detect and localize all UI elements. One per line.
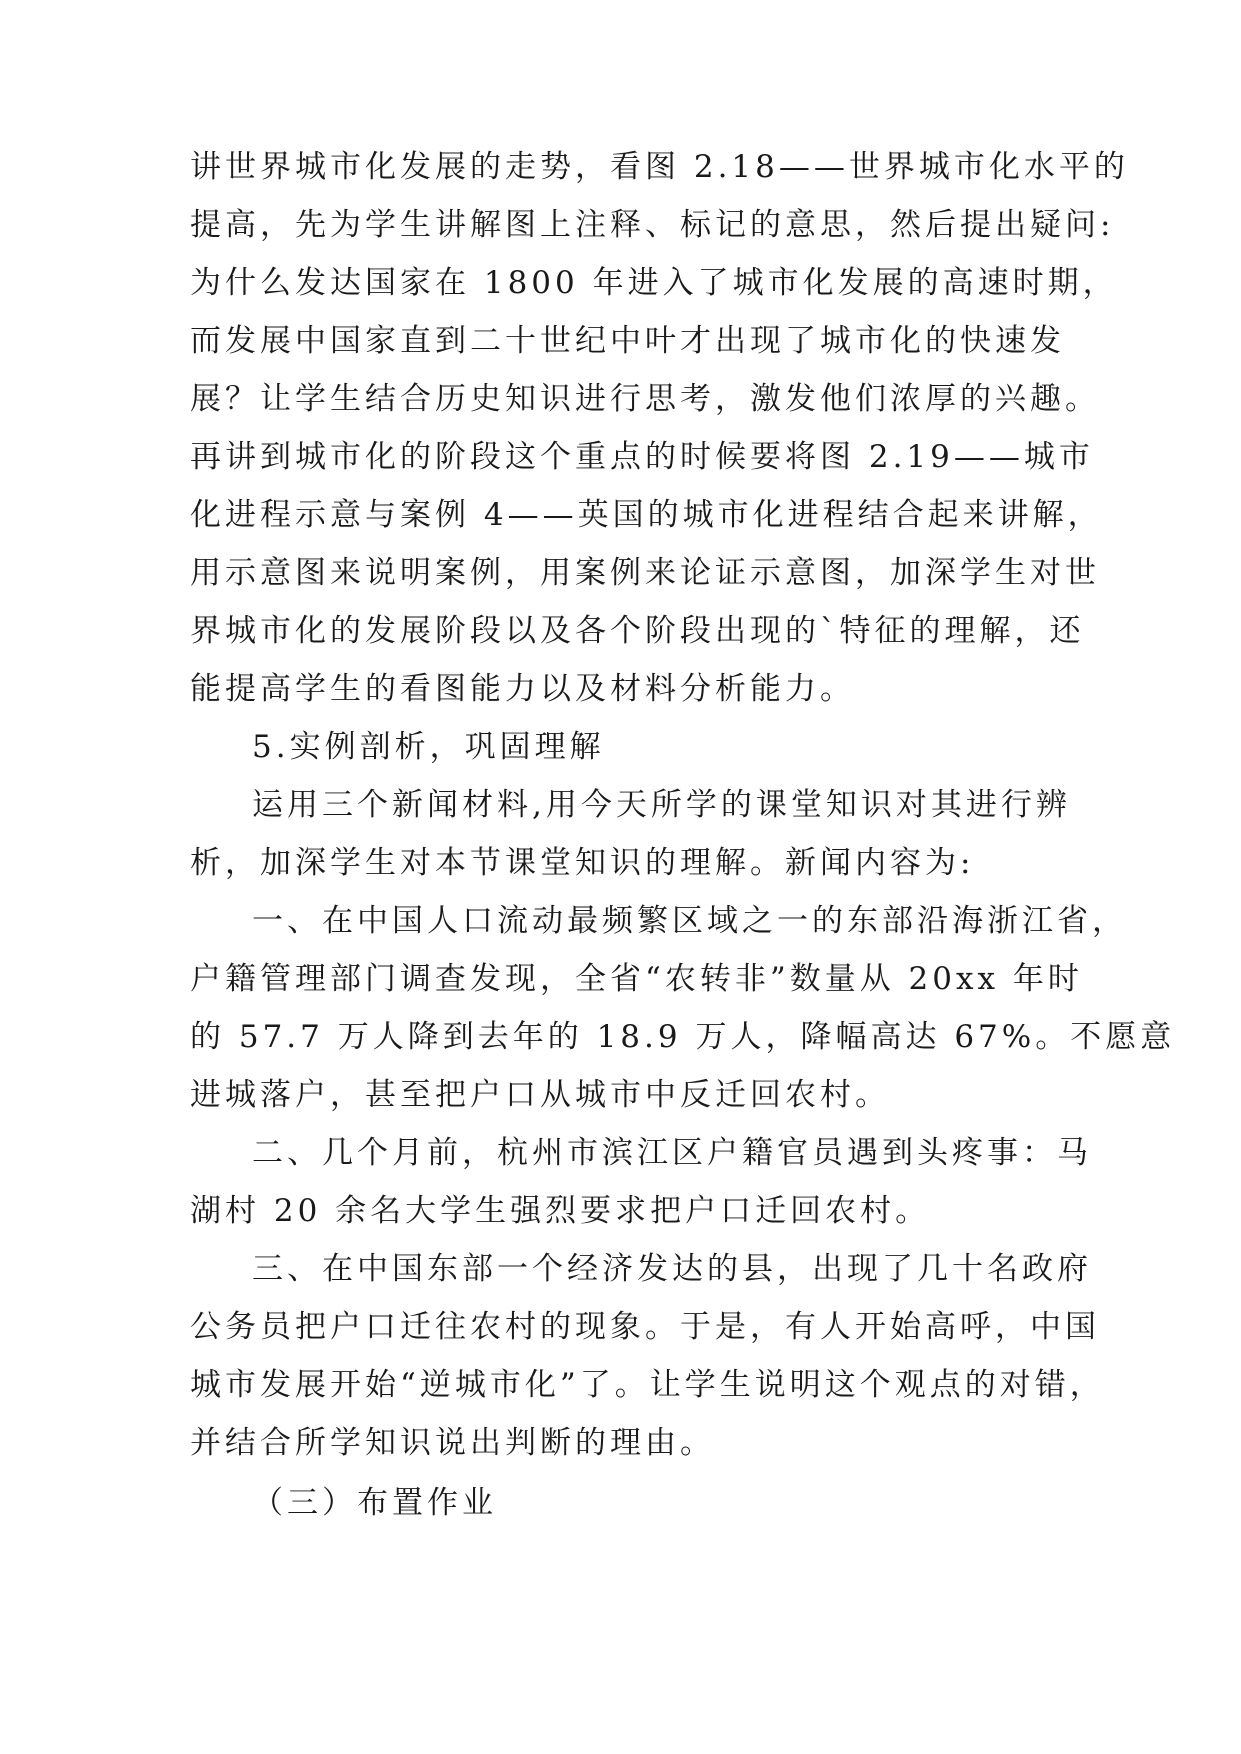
text-line: 的 57.7 万人降到去年的 18.9 万人，降幅高达 67%。不愿意 xyxy=(190,1019,1176,1055)
text-line: 三、在中国东部一个经济发达的县，出现了几十名政府 xyxy=(252,1251,1092,1287)
text-line: 用示意图来说明案例，用案例来论证示意图，加深学生对世 xyxy=(190,555,1100,591)
text-line: 讲世界城市化发展的走势，看图 2.18——世界城市化水平的 xyxy=(190,149,1129,185)
text-line: 能提高学生的看图能力以及材料分析能力。 xyxy=(190,671,855,707)
section-heading: （三）布置作业 xyxy=(252,1485,497,1521)
text-line: 而发展中国家直到二十世纪中叶才出现了城市化的快速发 xyxy=(190,323,1065,359)
text-line: 并结合所学知识说出判断的理由。 xyxy=(190,1425,715,1461)
text-line: 运用三个新闻材料,用今天所学的课堂知识对其进行辨 xyxy=(252,787,1071,823)
text-line: 再讲到城市化的阶段这个重点的时候要将图 2.19——城市 xyxy=(190,439,1094,475)
text-line: 湖村 20 余名大学生强烈要求把户口迁回农村。 xyxy=(190,1193,931,1229)
text-line: 展？让学生结合历史知识进行思考，激发他们浓厚的兴趣。 xyxy=(190,381,1100,417)
text-line: 一、在中国人口流动最频繁区域之一的东部沿海浙江省， xyxy=(252,903,1127,939)
text-line: 公务员把户口迁往农村的现象。于是，有人开始高呼，中国 xyxy=(190,1309,1100,1345)
section-heading: 5.实例剖析，巩固理解 xyxy=(252,729,605,765)
text-line: 户籍管理部门调查发现，全省“农转非”数量从 20xx 年时 xyxy=(190,961,1083,997)
text-line: 提高，先为学生讲解图上注释、标记的意思，然后提出疑问: xyxy=(190,207,1115,243)
text-line: 二、几个月前，杭州市滨江区户籍官员遇到头疼事：马 xyxy=(252,1135,1092,1171)
text-line: 进城落户，甚至把户口从城市中反迁回农村。 xyxy=(190,1077,890,1113)
text-line: 为什么发达国家在 1800 年进入了城市化发展的高速时期， xyxy=(190,265,1118,301)
text-line: 城市发展开始“逆城市化”了。让学生说明这个观点的对错， xyxy=(190,1367,1105,1403)
text-line: 析，加深学生对本节课堂知识的理解。新闻内容为: xyxy=(190,845,975,881)
text-line: 化进程示意与案例 4——英国的城市化进程结合起来讲解， xyxy=(190,497,1103,533)
text-line: 界城市化的发展阶段以及各个阶段出现的`特征的理解，还 xyxy=(190,613,1085,649)
